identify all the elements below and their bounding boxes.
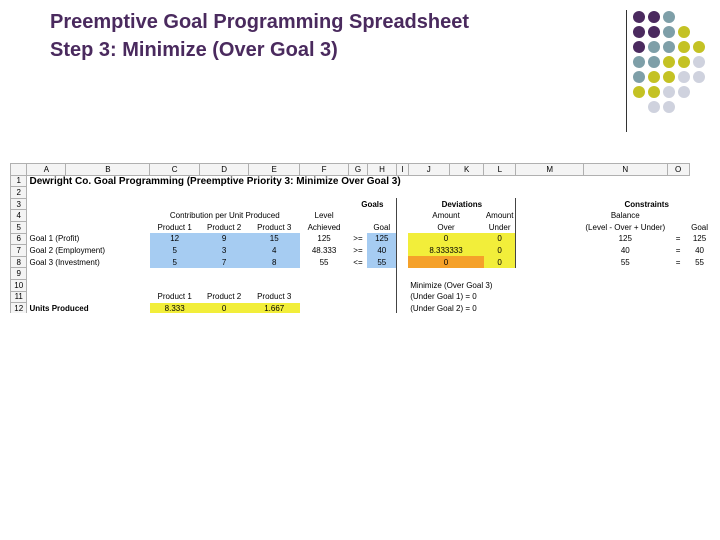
decor-dot bbox=[633, 11, 645, 23]
decor-dot bbox=[663, 41, 675, 53]
sheet-row-3 bbox=[11, 198, 711, 210]
spreadsheet-grid bbox=[10, 163, 710, 313]
sheet-row-6 bbox=[11, 233, 711, 245]
col-header-f[interactable]: F bbox=[300, 164, 349, 176]
empty-cell[interactable] bbox=[300, 291, 397, 303]
sheet-row-7 bbox=[11, 245, 711, 257]
relation-sign[interactable]: <= bbox=[353, 257, 363, 267]
sheet-row-5 bbox=[11, 221, 711, 233]
goal-label[interactable]: Goal 2 (Employment) bbox=[29, 245, 106, 255]
decor-dot bbox=[693, 56, 705, 68]
level-header[interactable]: Level bbox=[314, 211, 334, 221]
deviations-header[interactable]: Deviations bbox=[441, 199, 483, 209]
decor-dot bbox=[663, 71, 675, 83]
row-number[interactable]: 11 bbox=[11, 291, 27, 303]
col-header-n[interactable]: N bbox=[583, 164, 667, 176]
decor-dot bbox=[678, 86, 690, 98]
col-header-c[interactable]: C bbox=[150, 164, 199, 176]
empty-cell[interactable] bbox=[367, 210, 396, 222]
row-number[interactable]: 9 bbox=[11, 268, 27, 280]
empty-cell[interactable] bbox=[27, 291, 150, 303]
empty-cell[interactable] bbox=[27, 187, 689, 199]
contribution-cell[interactable]: 15 bbox=[249, 233, 300, 245]
empty-cell[interactable] bbox=[349, 210, 368, 222]
decor-dot bbox=[648, 101, 660, 113]
product-2-header[interactable]: Product 2 bbox=[207, 222, 242, 232]
sheet-row-12 bbox=[11, 303, 711, 313]
contribution-cell[interactable]: 5 bbox=[150, 256, 199, 268]
col-header-m[interactable]: M bbox=[516, 164, 583, 176]
decor-dot bbox=[693, 41, 705, 53]
row-number[interactable]: 5 bbox=[11, 221, 27, 233]
sheet-row-1 bbox=[11, 175, 711, 187]
decor-dot bbox=[678, 56, 690, 68]
decor-dot bbox=[633, 41, 645, 53]
constraint-goal-cell[interactable]: 40 bbox=[695, 245, 704, 255]
col-header-i[interactable]: I bbox=[397, 164, 409, 176]
row-number[interactable]: 8 bbox=[11, 256, 27, 268]
row-number[interactable]: 6 bbox=[11, 233, 27, 245]
col-header-a[interactable]: A bbox=[27, 164, 66, 176]
empty-cell[interactable] bbox=[27, 279, 397, 291]
empty-cell[interactable] bbox=[397, 268, 689, 280]
empty-cell[interactable] bbox=[667, 221, 689, 233]
row-number[interactable]: 1 bbox=[11, 175, 27, 187]
col-header-b[interactable]: B bbox=[66, 164, 150, 176]
empty-cell[interactable] bbox=[397, 291, 409, 303]
units-produced-cell[interactable]: 1.667 bbox=[249, 303, 300, 313]
decor-divider bbox=[626, 10, 627, 132]
objective-over-cell[interactable]: 0 bbox=[408, 256, 484, 268]
empty-cell[interactable] bbox=[397, 221, 409, 233]
row-number[interactable]: 3 bbox=[11, 198, 27, 210]
balance-cell[interactable]: 55 bbox=[620, 257, 630, 267]
constraints-header[interactable]: Constraints bbox=[624, 199, 669, 209]
empty-cell[interactable] bbox=[667, 210, 710, 222]
decor-dot bbox=[633, 56, 645, 68]
empty-cell[interactable] bbox=[397, 198, 409, 210]
decor-dot bbox=[678, 71, 690, 83]
empty-cell[interactable] bbox=[349, 221, 368, 233]
col-header-k[interactable]: K bbox=[449, 164, 483, 176]
slide-title bbox=[50, 8, 469, 64]
constraint-goal-cell[interactable]: 125 bbox=[692, 234, 707, 244]
empty-cell[interactable] bbox=[27, 221, 150, 233]
under-cell[interactable]: 0 bbox=[484, 245, 516, 257]
empty-cell[interactable] bbox=[27, 268, 397, 280]
col-header-h[interactable]: H bbox=[367, 164, 396, 176]
over-header[interactable]: Over bbox=[437, 222, 455, 232]
row-number[interactable]: 4 bbox=[11, 210, 27, 222]
row-number[interactable]: 2 bbox=[11, 187, 27, 199]
decor-dot bbox=[648, 11, 660, 23]
sheet-row-4 bbox=[11, 210, 711, 222]
decor-dot bbox=[663, 86, 675, 98]
contribution-cell[interactable]: 3 bbox=[199, 245, 248, 257]
product-3-header[interactable]: Product 3 bbox=[257, 222, 292, 232]
balance-cell[interactable]: 40 bbox=[620, 245, 630, 255]
col-header-e[interactable]: E bbox=[249, 164, 300, 176]
empty-cell[interactable] bbox=[516, 210, 583, 222]
sheet-title[interactable]: Dewright Co. Goal Programming (Preemptive Priority 3: Minimize Over Goal 3) bbox=[29, 175, 401, 187]
sheet-row-2 bbox=[11, 187, 711, 199]
relation-sign[interactable]: >= bbox=[353, 245, 363, 255]
goal-header[interactable]: Goal bbox=[373, 222, 391, 232]
empty-cell[interactable] bbox=[300, 303, 397, 313]
sheet-row-11 bbox=[11, 291, 711, 303]
contribution-header[interactable]: Contribution per Unit Produced bbox=[169, 211, 280, 221]
achieved-header[interactable]: Achieved bbox=[307, 222, 341, 232]
units-product-2-header[interactable]: Product 2 bbox=[207, 292, 242, 302]
decor-dot bbox=[678, 41, 690, 53]
under-cell[interactable]: 0 bbox=[484, 233, 516, 245]
col-header-g[interactable]: G bbox=[349, 164, 368, 176]
corner-cell[interactable] bbox=[11, 164, 27, 176]
decor-dot bbox=[678, 26, 690, 38]
amount-under-header[interactable]: Amount bbox=[485, 211, 514, 221]
col-header-d[interactable]: D bbox=[199, 164, 248, 176]
col-header-o[interactable]: O bbox=[667, 164, 689, 176]
units-produced-cell[interactable]: 8.333 bbox=[150, 303, 199, 313]
decor-dot bbox=[648, 56, 660, 68]
contribution-cell[interactable]: 5 bbox=[150, 245, 199, 257]
level-achieved-cell[interactable]: 125 bbox=[317, 234, 331, 244]
contribution-cell[interactable]: 12 bbox=[150, 233, 199, 245]
contribution-cell[interactable]: 9 bbox=[199, 233, 248, 245]
empty-cell[interactable] bbox=[397, 233, 409, 245]
decor-dot bbox=[663, 26, 675, 38]
contribution-cell[interactable]: 4 bbox=[249, 245, 300, 257]
goal-cell[interactable]: 125 bbox=[367, 233, 396, 245]
over-cell[interactable]: 0 bbox=[408, 233, 484, 245]
equals-sign[interactable]: = bbox=[675, 257, 681, 267]
goal-cell[interactable]: 40 bbox=[367, 245, 396, 257]
empty-cell[interactable] bbox=[397, 210, 409, 222]
decor-dot bbox=[648, 71, 660, 83]
empty-cell[interactable] bbox=[516, 256, 583, 268]
units-product-1-header[interactable]: Product 1 bbox=[157, 292, 192, 302]
decor-dot bbox=[663, 11, 675, 23]
goal-label[interactable]: Goal 1 (Profit) bbox=[29, 234, 80, 244]
decor-dot bbox=[633, 71, 645, 83]
under-header[interactable]: Under bbox=[488, 222, 511, 232]
sheet-row-9 bbox=[11, 268, 711, 280]
units-produced-label[interactable]: Units Produced bbox=[29, 303, 89, 313]
column-header-row bbox=[11, 164, 711, 176]
goals-header[interactable]: Goals bbox=[361, 199, 384, 209]
constraint-under-goal-1[interactable]: (Under Goal 1) = 0 bbox=[410, 292, 477, 302]
level-achieved-cell[interactable]: 48.333 bbox=[311, 245, 337, 255]
units-produced-cell[interactable]: 0 bbox=[199, 303, 248, 313]
contribution-cell[interactable]: 7 bbox=[199, 256, 248, 268]
decor-dot bbox=[633, 86, 645, 98]
empty-cell[interactable] bbox=[397, 303, 409, 313]
decor-dot bbox=[648, 41, 660, 53]
empty-cell[interactable] bbox=[516, 198, 583, 210]
balance-formula-header[interactable]: (Level - Over + Under) bbox=[585, 222, 666, 232]
empty-cell[interactable] bbox=[516, 221, 583, 233]
sheet-row-10 bbox=[11, 279, 711, 291]
col-header-j[interactable]: J bbox=[408, 164, 449, 176]
empty-cell[interactable] bbox=[516, 233, 583, 245]
row-number[interactable]: 12 bbox=[11, 303, 27, 313]
constraint-goal-cell[interactable]: 55 bbox=[695, 257, 704, 267]
balance-header[interactable]: Balance bbox=[610, 211, 640, 221]
sheet-row-8 bbox=[11, 256, 711, 268]
decor-dot bbox=[663, 101, 675, 113]
goal-cell[interactable]: 55 bbox=[367, 256, 396, 268]
decor-dot bbox=[648, 86, 660, 98]
spreadsheet bbox=[10, 163, 710, 313]
empty-cell[interactable] bbox=[27, 210, 150, 222]
empty-cell[interactable] bbox=[397, 279, 409, 291]
relation-sign[interactable]: >= bbox=[353, 234, 363, 244]
empty-cell[interactable] bbox=[397, 245, 409, 257]
balance-cell[interactable]: 125 bbox=[618, 234, 632, 244]
constraint-under-goal-2[interactable]: (Under Goal 2) = 0 bbox=[410, 303, 477, 313]
empty-cell[interactable] bbox=[397, 256, 409, 268]
empty-cell[interactable] bbox=[27, 198, 349, 210]
decor-dot bbox=[648, 26, 660, 38]
constraint-goal-header[interactable]: Goal bbox=[691, 222, 708, 232]
row-number[interactable]: 10 bbox=[11, 279, 27, 291]
level-achieved-cell[interactable]: 55 bbox=[319, 257, 329, 267]
minimize-label[interactable]: Minimize (Over Goal 3) bbox=[410, 280, 493, 290]
goal-label[interactable]: Goal 3 (Investment) bbox=[29, 257, 100, 267]
equals-sign[interactable]: = bbox=[675, 245, 681, 255]
over-cell[interactable]: 8.333333 bbox=[408, 245, 484, 257]
empty-cell[interactable] bbox=[516, 245, 583, 257]
units-product-3-header[interactable]: Product 3 bbox=[257, 292, 292, 302]
under-cell[interactable]: 0 bbox=[484, 256, 516, 268]
equals-sign[interactable]: = bbox=[675, 234, 681, 244]
title-line-1: Preemptive Goal Programming Spreadsheet bbox=[50, 11, 470, 33]
amount-over-header[interactable]: Amount bbox=[432, 211, 460, 221]
decor-dot bbox=[663, 56, 675, 68]
decor-dot bbox=[693, 71, 705, 83]
contribution-cell[interactable]: 8 bbox=[249, 256, 300, 268]
product-1-header[interactable]: Product 1 bbox=[157, 222, 192, 232]
decor-dot bbox=[633, 26, 645, 38]
title-line-2: Step 3: Minimize (Over Goal 3) bbox=[50, 39, 338, 61]
row-number[interactable]: 7 bbox=[11, 245, 27, 257]
col-header-l[interactable]: L bbox=[484, 164, 516, 176]
